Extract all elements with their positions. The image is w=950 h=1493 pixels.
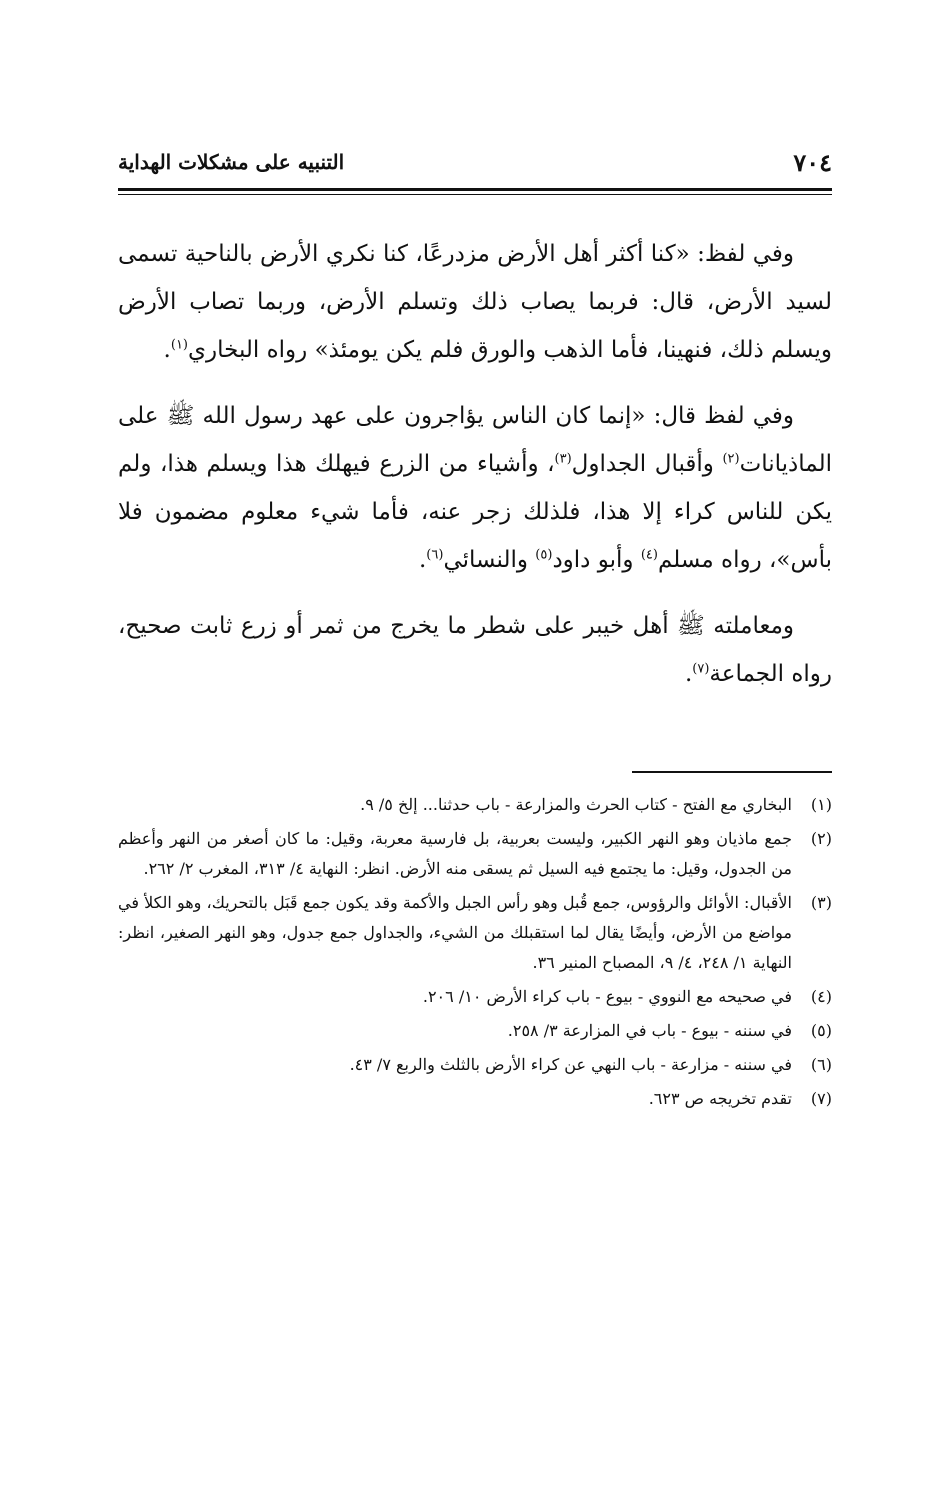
footnote-text: البخاري مع الفتح - كتاب الحرث والمزارعة - باب حدثنا... إلخ ٥/ ٩. [360,795,792,814]
text-run: . [418,547,427,573]
text-run: وفي لفظ: «كنا أكثر أهل الأرض مزدرعًا، كنا نكري الأرض بالناحية تسمى لسيد الأرض، قال: فربما يصاب ذلك وتسلم الأرض، وربما تصاب الأرض ويسلم ذلك، فنهينا، فأما الذهب والورق فلم يكن يومئذ» رواه البخاري [118,241,832,363]
footnote-text: في صحيحه مع النووي - بيوع - باب كراء الأرض ١٠/ ٢٠٦. [422,987,792,1006]
text-run: ، وأشياء من الزرع فيهلك هذا ويسلم هذا، ولم يكن للناس كراء إلا هذا، فلذلك زجر عنه، فأما شيء معلوم مضمون فلا بأس»، رواه مسلم [118,451,832,573]
footnote-text: في سننه - مزارعة - باب النهي عن كراء الأرض بالثلث والربع ٧/ ٤٣. [349,1055,792,1074]
footnote-ref: (٢) [722,451,740,467]
text-run: وفي لفظ قال: «إنما كان الناس يؤاجرون على عهد رسول الله ﷺ على الماذيانات [118,403,832,477]
footnote-text: جمع ماذيان وهو النهر الكبير، وليست بعربية، بل فارسية معربة، وقيل: ما كان أصغر من النهر وأعظم من الجدول، وقيل: ما يجتمع فيه السيل ثم يسقى منه الأرض. انظر: النهاية ٤/ ٣١٣، المغرب ٢/ ٢٦٢. [118,829,792,878]
footnote-ref: (٧) [692,661,710,677]
text-run: والنسائي [443,547,536,573]
footnote-ref: (٣) [554,451,572,467]
header-rule [118,188,832,191]
main-text [118,230,832,716]
footnote-number: (١) [810,795,832,814]
paragraph [118,602,832,698]
text-run: ومعاملته ﷺ أهل خيبر على شطر ما يخرج من ثمر أو زرع ثابت صحيح، رواه الجماعة [118,613,832,687]
footnote-number: (٦) [810,1055,832,1074]
footnote [118,1084,832,1114]
footnote-number: (٣) [810,893,832,912]
footnote-ref: (٦) [426,547,444,563]
paragraph [118,392,832,584]
text-run: . [163,337,171,363]
footnote-number: (٥) [810,1021,832,1040]
text-run: وأقبال الجداول [571,451,723,477]
header-rule-thin [118,194,832,195]
footnote-number: (٢) [810,829,832,848]
running-title: التنبيه على مشكلات الهداية [118,150,345,174]
page-number: ٧٠٤ [793,148,832,177]
text-run: . [684,661,693,687]
footnote [118,1050,832,1080]
footnote-text: تقدم تخريجه ص ٦٢٣. [648,1089,792,1108]
footnote-ref: (١) [170,337,188,353]
footnote [118,1016,832,1046]
footnote [118,982,832,1012]
paragraph [118,230,832,374]
footnote [118,888,832,978]
text-run: وأبو داود [552,547,641,573]
footnote-separator [632,771,832,773]
footnote-ref: (٥) [535,547,553,563]
footnote-number: (٧) [810,1089,832,1108]
footnote-number: (٤) [810,987,832,1006]
footnote-text: الأقبال: الأوائل والرؤوس، جمع قُبل وهو رأس الجبل والأكمة وقد يكون جمع قَبَل بالتحريك، وهو الكلأ في مواضع من الأرض، وأيضًا يقال لما استقبلك من الشيء، والجداول جمع جدول، وهو النهر الصغير، انظر: النهاية ١/ ٢٤٨، ٤/ ٩، المصباح المنير ٣٦. [118,893,793,972]
footnote-text: في سننه - بيوع - باب في المزارعة ٣/ ٢٥٨. [507,1021,792,1040]
footnote [118,790,832,820]
footnote [118,824,832,884]
footnotes [118,790,832,1118]
footnote-ref: (٤) [640,547,658,563]
page-header [118,148,832,182]
